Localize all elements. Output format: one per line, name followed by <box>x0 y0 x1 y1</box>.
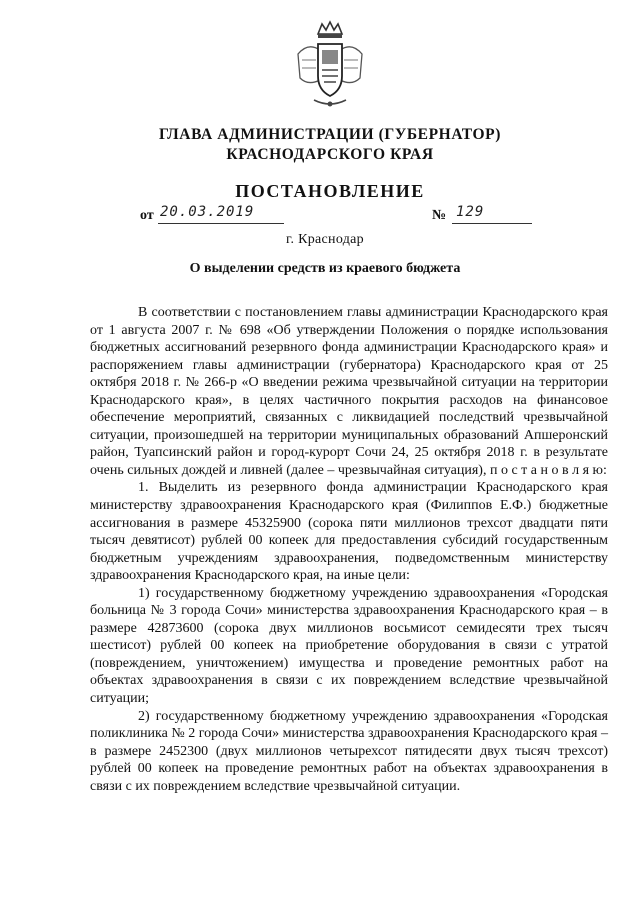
paragraph-subitem-2: 2) государственному бюджетному учреждению здравоохранения «Городская поликлиника № 2 города Сочи» министерства здравоохранения Краснодарского края – в размере 2452300 (двух миллионов четырехсот пятидесяти двух тысяч трехсот) рублей 00 копеек на проведение ремонтных работ на объектах здравоохранения в связи с их повреждением вследствие чрезвычайной ситуации. <box>90 708 608 794</box>
number-value: 129 <box>456 204 485 220</box>
date-value: 20.03.2019 <box>160 204 255 220</box>
document-body <box>90 304 608 795</box>
date-underline <box>158 223 284 224</box>
city-line: г. Краснодар <box>286 232 364 247</box>
number-underline <box>452 223 532 224</box>
authority-title-line-1: ГЛАВА АДМИНИСТРАЦИИ (ГУБЕРНАТОР) <box>159 126 501 143</box>
paragraph-preamble: В соответствии с постановлением главы администрации Краснодарского края от 1 августа 2007 г. № 698 «Об утверждении Положения о порядке использования бюджетных ассигнований резервного фонда администрации Краснодарского края» и распоряжением главы администрации (губернатора) Краснодарского края от 25 октября 2018 г. № 266-р «О введении режима чрезвычайной ситуации на территории Краснодарского края», в целях частичного покрытия расходов на финансовое обеспечение мероприятий, связанных с ликвидацией последствий чрезвычайной ситуации, произошедшей на территории муниципальных образований Апшеронский район, Туапсинский район и город-курорт Сочи 24, 25 октября 2018 г. в результате очень сильных дождей и ливней (далее – чрезвычайная ситуация), п о с т а н о в л я ю: <box>90 305 608 478</box>
paragraph-item-1: 1. Выделить из резервного фонда администрации Краснодарского края министерству здравоохранения Краснодарского края (Филиппов Е.Ф.) бюджетные ассигнования в размере 45325900 (сорока пяти миллионов трехсот двадцати пяти тысяч девятисот) рублей 00 копеек для предоставления субсидий государственным бюджетным учреждениям здравоохранения, подведомственным министерству здравоохранения Краснодарского края, на иные цели: <box>90 480 608 584</box>
document-subject: О выделении средств из краевого бюджета <box>189 261 461 276</box>
document-type-title: ПОСТАНОВЛЕНИЕ <box>235 181 425 201</box>
coat-of-arms-icon <box>292 20 368 112</box>
authority-title-line-2: КРАСНОДАРСКОГО КРАЯ <box>226 146 434 163</box>
date-label: от <box>140 208 154 223</box>
paragraph-subitem-1: 1) государственному бюджетному учреждению здравоохранения «Городская больница № 3 города Сочи» министерства здравоохранения Краснодарского края – в размере 42873600 (сорока двух миллионов восьмисот семидесяти трех тысяч шестисот) рублей 00 копеек на приобретение оборудования в связи с утратой (повреждением, уничтожением) имущества и проведение ремонтных работ на объектах здравоохранения в связи с их повреждением вследствие чрезвычайной ситуации; <box>90 585 608 707</box>
number-label: № <box>432 208 447 223</box>
